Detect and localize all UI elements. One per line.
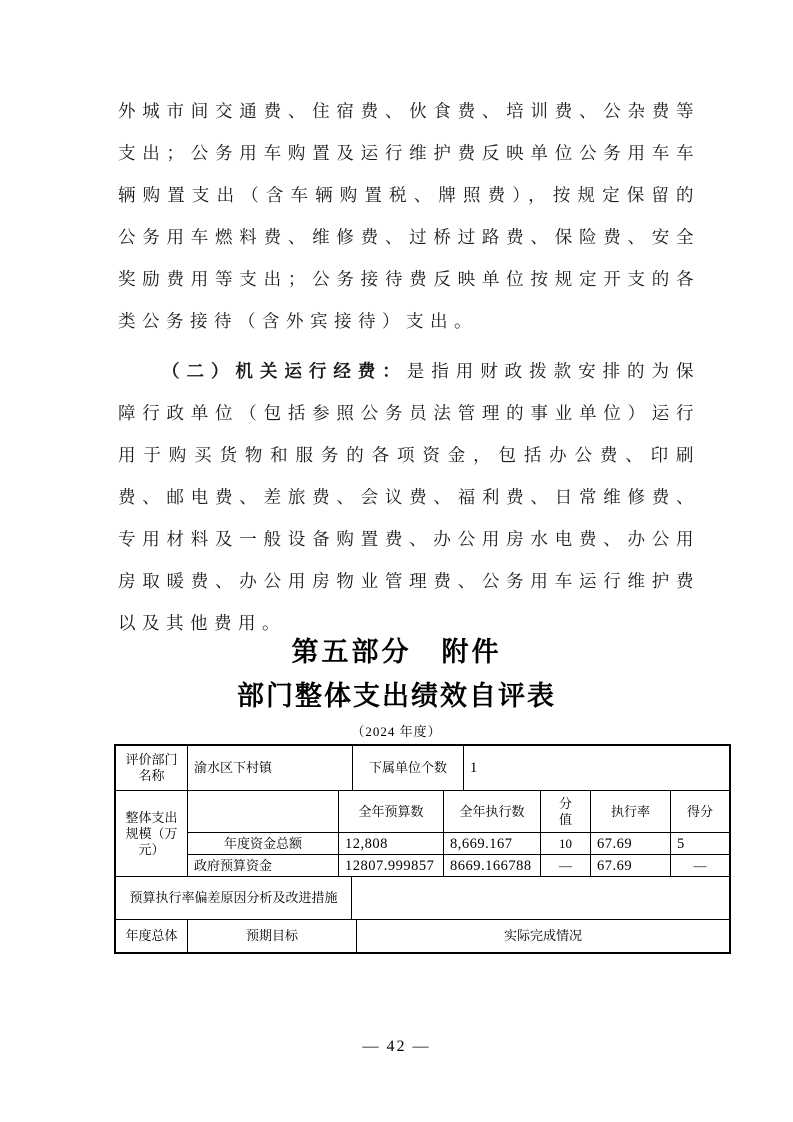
paragraph-operating-funds [118,350,700,644]
header-score-cell: 得分 [686,803,713,819]
rate-value-cell: 67.69 [591,833,671,854]
header-weight-cell: 分值 [541,791,591,832]
deviation-value-cell [352,877,729,919]
blank-header-cell [188,791,339,832]
table-row-department [116,746,729,791]
score-value-cell: — [693,857,707,873]
executed-value-cell: 8669.166788 [444,855,541,876]
sub-units-label-cell: 下属单位个数 [353,746,464,790]
header-executed-cell: 全年执行数 [444,791,541,832]
expected-goal-cell: 预期目标 [188,920,357,952]
table-row-annual-overall [116,920,729,952]
eval-dept-value-cell: 渝水区下村镇 [188,746,353,790]
self-evaluation-table [114,744,731,954]
table-row-column-headers [188,791,729,833]
weight-value-cell: — [541,855,591,876]
section-heading: 第五部分 附件 [291,637,502,667]
header-rate-cell: 执行率 [591,791,671,832]
header-budget-cell: 全年预算数 [339,791,444,832]
paragraph-lead-bold: （二）机关运行经费： [162,361,407,381]
rate-value-cell: 67.69 [591,855,671,876]
deviation-label-cell: 预算执行率偏差原因分析及改进措施 [116,877,352,919]
actual-completion-cell: 实际完成情况 [503,928,582,943]
heading-block [0,636,793,740]
paragraph-expense-definitions: 外城市间交通费、住宿费、伙食费、培训费、公杂费等支出；公务用车购置及运行维护费反映单位公务用车车辆购置支出（含车辆购置税、牌照费），按规定保留的公务用车燃料费、维修费、过桥过路费、保险费、安全奖励费用等支出；公务接待费反映单位按规定开支的各类公务接待（含外宾接待）支出。 [118,101,700,331]
row-label-cell: 年度资金总额 [188,833,339,854]
executed-value-cell: 8,669.167 [444,833,541,854]
table-row-deviation [116,877,729,920]
table-title: 部门整体支出绩效自评表 [237,681,556,711]
paragraph-lead-rest: 是指用财政拨款安排的为保障行政单位（包括参照公务员法管理的事业单位）运行用于购买货物和服务的各项资金，包括办公费、印刷费、邮电费、差旅费、会议费、福利费、日常维修费、专用材料及一般设备购置费、办公用房水电费、办公用房取暖费、办公用房物业管理费、公务用车运行维护费以及其他费用。 [118,361,701,633]
annual-label-cell: 年度总体 [116,920,188,952]
table-row-annual-total [188,833,729,855]
scale-label-cell: 整体支出规模（万元） [116,791,188,876]
page-number: — 42 — [362,1038,431,1055]
budget-value-cell: 12807.999857 [339,855,444,876]
sub-units-value-cell: 1 [470,760,478,776]
score-value-cell: 5 [677,835,685,852]
scale-grid [188,791,729,876]
weight-value-cell: 10 [541,833,591,854]
table-subtitle: （2024 年度） [351,724,442,739]
eval-dept-label-cell: 评价部门名称 [116,746,188,790]
table-row-govt-budget [188,855,729,876]
body-text [118,90,700,644]
table-row-scale-block [116,791,729,877]
row-label-cell: 政府预算资金 [188,855,339,876]
budget-value-cell: 12,808 [339,833,444,854]
